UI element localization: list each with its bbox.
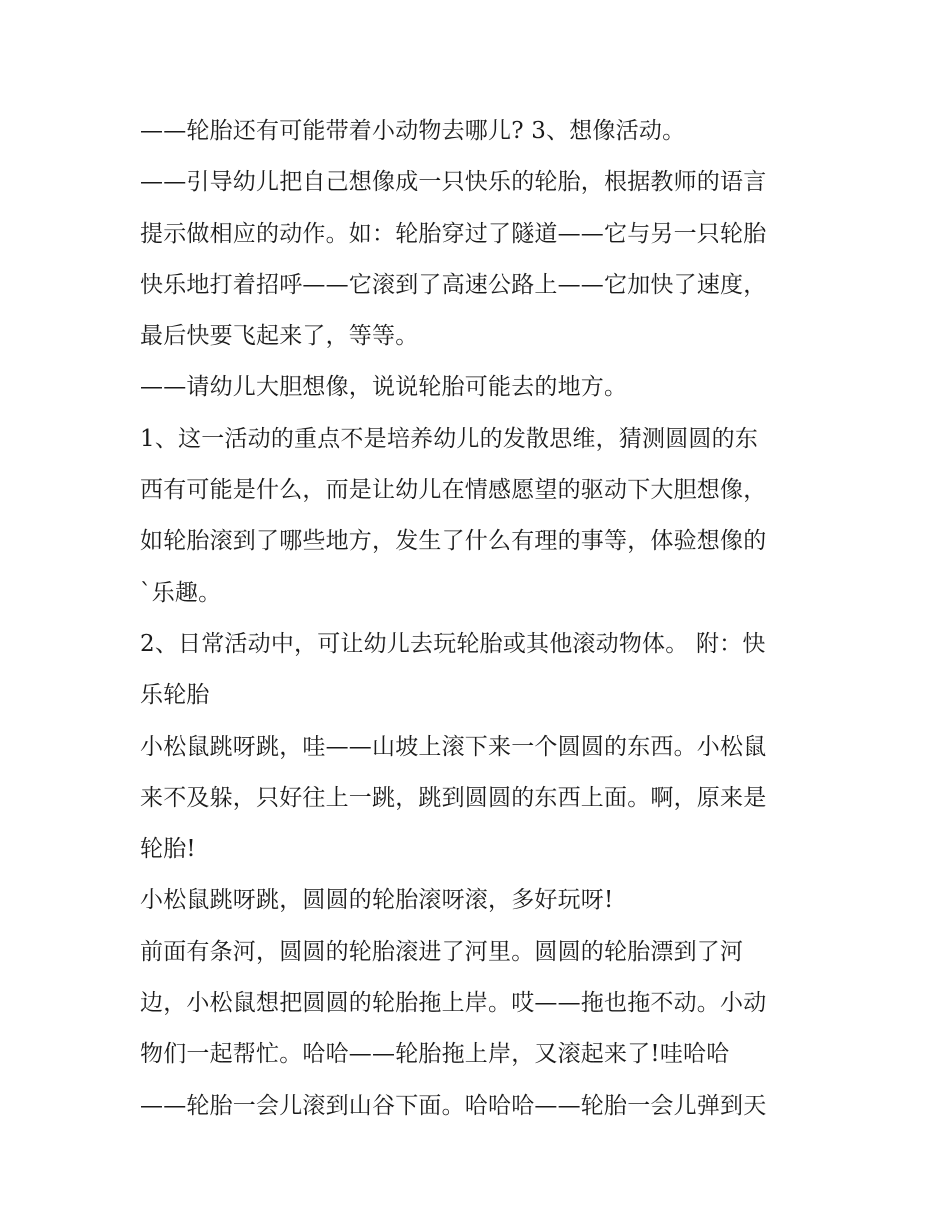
text-line: 边，小松鼠想把圆圆的轮胎拖上岸。哎——拖也拖不动。小动 (140, 990, 767, 1017)
text-line: 物们一起帮忙。哈哈——轮胎拖上岸，又滚起来了!哇哈哈 (140, 1041, 730, 1068)
text-line: ——轮胎一会儿滚到山谷下面。哈哈哈——轮胎一会儿弹到天 (140, 1092, 767, 1119)
text-line: ——轮胎还有可能带着小动物去哪儿? 3、想像活动。 (140, 118, 686, 144)
text-line: 2、日常活动中，可让幼儿去玩轮胎或其他滚动物体。 附：快 (140, 630, 766, 657)
text-line: 轮胎! (140, 836, 196, 863)
text-line: `乐趣。 (140, 579, 222, 606)
text-line: 来不及躲，只好往上一跳，跳到圆圆的东西上面。啊，原来是 (140, 784, 767, 811)
text-line: 1、这一活动的重点不是培养幼儿的发散思维，猜测圆圆的东 (140, 425, 759, 452)
text-line: ——引导幼儿把自己想像成一只快乐的轮胎，根据教师的语言 (140, 169, 767, 196)
text-line: 最后快要飞起来了，等等。 (140, 323, 419, 350)
text-line: 前面有条河，圆圆的轮胎滚进了河里。圆圆的轮胎漂到了河 (140, 938, 744, 965)
text-line: 乐轮胎 (140, 682, 210, 709)
text-line: 提示做相应的动作。如：轮胎穿过了隧道——它与另一只轮胎 (140, 220, 767, 247)
text-line: 快乐地打着招呼——它滚到了高速公路上——它加快了速度， (140, 271, 767, 298)
text-line: 如轮胎滚到了哪些地方，发生了什么有理的事等，体验想像的 (140, 528, 767, 555)
text-line: 西有可能是什么，而是让幼儿在情感愿望的驱动下大胆想像， (140, 477, 767, 504)
text-line: ——请幼儿大胆想像，说说轮胎可能去的地方。 (140, 374, 628, 401)
document-body (140, 106, 820, 1132)
text-line: 小松鼠跳呀跳，圆圆的轮胎滚呀滚，多好玩呀! (140, 887, 614, 914)
text-line: 小松鼠跳呀跳，哇——山坡上滚下来一个圆圆的东西。小松鼠 (140, 733, 767, 760)
